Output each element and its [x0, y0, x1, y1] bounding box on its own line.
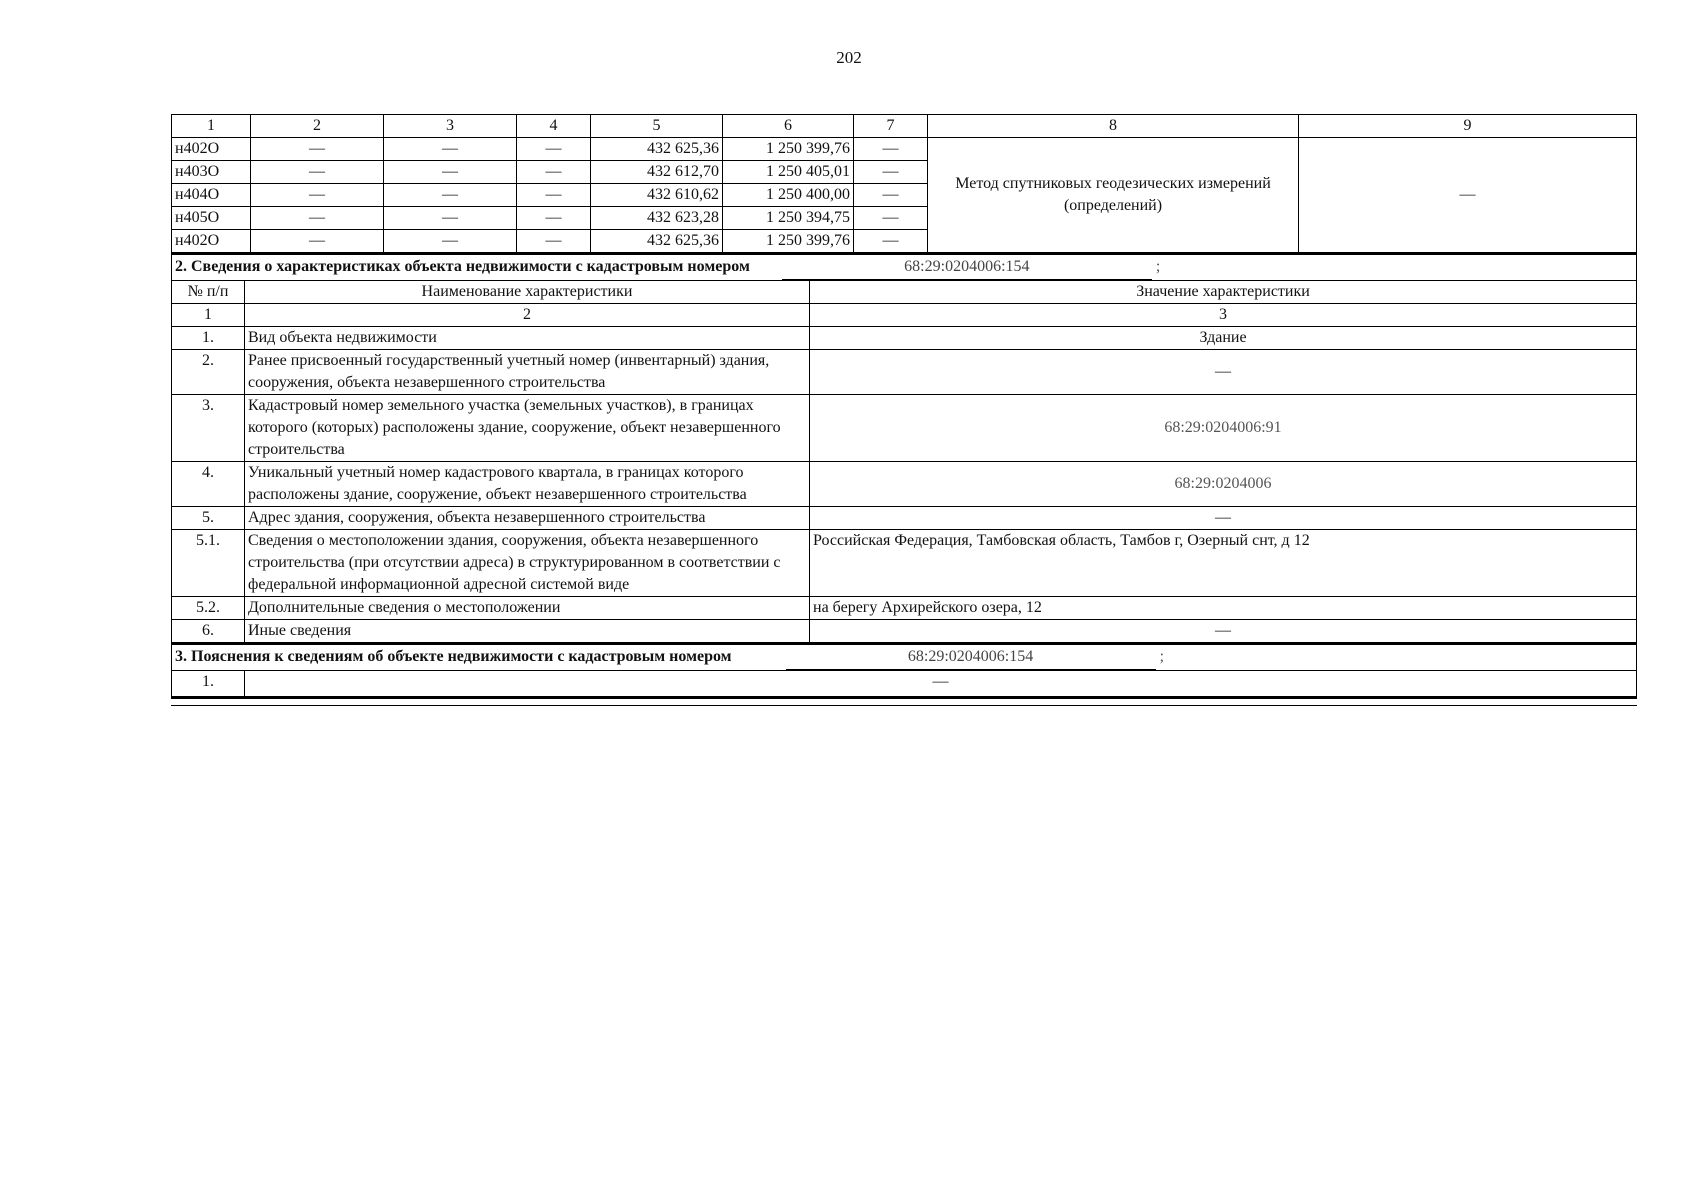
coord-x: 432 612,70 [591, 161, 723, 184]
coord-x: 432 625,36 [591, 138, 723, 161]
coord-y: 1 250 400,00 [723, 184, 854, 207]
col-header: 7 [854, 115, 928, 138]
col9-cell: — [1299, 138, 1637, 253]
col-header: 2 [251, 115, 384, 138]
characteristic-name: Ранее присвоенный государственный учетный номер (инвентарный) здания, сооружения, объекта незавершенного строительства [245, 350, 810, 395]
characteristic-value: — [810, 350, 1637, 395]
table-row [172, 507, 1637, 530]
section2-title-row [172, 254, 1637, 281]
table-row [172, 620, 1637, 643]
col-header-number: № п/п [172, 281, 245, 304]
characteristic-value: 68:29:0204006:91 [810, 395, 1637, 462]
cell-dash: — [384, 138, 517, 161]
coord-x: 432 623,28 [591, 207, 723, 230]
row-number: 5.1. [172, 530, 245, 597]
coordinates-table [171, 114, 1637, 253]
col-header: 1 [172, 115, 251, 138]
table-row [172, 462, 1637, 507]
bottom-rule [171, 697, 1637, 706]
section3-suffix: ; [1159, 648, 1165, 665]
characteristic-value: на берегу Архирейского озера, 12 [810, 597, 1637, 620]
col-header: 4 [517, 115, 591, 138]
coord-y: 1 250 405,01 [723, 161, 854, 184]
section2-suffix: ; [1155, 258, 1161, 275]
coordinate-row [172, 138, 1637, 161]
cell-dash: — [517, 230, 591, 253]
table-row [172, 671, 1637, 697]
coord-x: 432 610,62 [591, 184, 723, 207]
section3-title-row [172, 644, 1637, 671]
document-body [171, 114, 1637, 706]
section2-cadastral-number: 68:29:0204006:154 [782, 255, 1152, 280]
coord-y: 1 250 394,75 [723, 207, 854, 230]
cell-dash: — [517, 138, 591, 161]
point-id: н404О [172, 184, 251, 207]
row-number: 2. [172, 350, 245, 395]
coord-x: 432 625,36 [591, 230, 723, 253]
cell-dash: — [854, 230, 928, 253]
row-number: 1. [172, 671, 245, 697]
cell-dash: — [854, 138, 928, 161]
table-row [172, 327, 1637, 350]
cell-dash: — [251, 138, 384, 161]
section2-title: 2. Сведения о характеристиках объекта недвижимости с кадастровым номером [175, 258, 750, 275]
table-row [172, 350, 1637, 395]
explanations-table [171, 643, 1637, 697]
cell-dash: — [517, 161, 591, 184]
cell-dash: — [517, 184, 591, 207]
cell-dash: — [251, 184, 384, 207]
cell-dash: — [384, 161, 517, 184]
index-cell: 3 [810, 304, 1637, 327]
row-number: 5. [172, 507, 245, 530]
row-number: 3. [172, 395, 245, 462]
method-cell: Метод спутниковых геодезических измерений (определений) [928, 138, 1299, 253]
table-row [172, 395, 1637, 462]
characteristic-value: — [810, 620, 1637, 643]
point-id: н403О [172, 161, 251, 184]
row-number: 4. [172, 462, 245, 507]
col-header: 8 [928, 115, 1299, 138]
cell-dash: — [517, 207, 591, 230]
col-header: 5 [591, 115, 723, 138]
coord-y: 1 250 399,76 [723, 138, 854, 161]
index-cell: 1 [172, 304, 245, 327]
row-number: 6. [172, 620, 245, 643]
table-row [172, 530, 1637, 597]
characteristic-name: Сведения о местоположении здания, сооружения, объекта незавершенного строительства (при отсутствии адреса) в структурированном в соответствии с федеральной информационной адресной системой виде [245, 530, 810, 597]
characteristic-name: Уникальный учетный номер кадастрового квартала, в границах которого расположены здание, сооружение, объект незавершенного строительства [245, 462, 810, 507]
characteristic-name: Вид объекта недвижимости [245, 327, 810, 350]
col-header-value: Значение характеристики [810, 281, 1637, 304]
characteristics-header-row [172, 281, 1637, 304]
row-number: 5.2. [172, 597, 245, 620]
cell-dash: — [854, 184, 928, 207]
point-id: н402О [172, 230, 251, 253]
section3-cadastral-number: 68:29:0204006:154 [786, 645, 1156, 670]
characteristic-name: Иные сведения [245, 620, 810, 643]
index-cell: 2 [245, 304, 810, 327]
coordinates-header-row [172, 115, 1637, 138]
characteristic-value: Российская Федерация, Тамбовская область, Тамбов г, Озерный снт, д 12 [810, 530, 1637, 597]
cell-dash: — [384, 184, 517, 207]
section3-title: 3. Пояснения к сведениям об объекте недвижимости с кадастровым номером [175, 648, 732, 665]
page-number: 202 [836, 48, 862, 67]
cell-dash: — [854, 161, 928, 184]
col-header: 6 [723, 115, 854, 138]
cell-dash: — [251, 161, 384, 184]
characteristic-value: Здание [810, 327, 1637, 350]
table-row [172, 597, 1637, 620]
explanation-value: — [245, 671, 1637, 697]
characteristic-value: — [810, 507, 1637, 530]
col-header: 3 [384, 115, 517, 138]
characteristic-name: Дополнительные сведения о местоположении [245, 597, 810, 620]
cell-dash: — [251, 207, 384, 230]
col-header: 9 [1299, 115, 1637, 138]
point-id: н405О [172, 207, 251, 230]
cell-dash: — [251, 230, 384, 253]
cell-dash: — [384, 207, 517, 230]
point-id: н402О [172, 138, 251, 161]
coord-y: 1 250 399,76 [723, 230, 854, 253]
cell-dash: — [854, 207, 928, 230]
characteristic-name: Адрес здания, сооружения, объекта незавершенного строительства [245, 507, 810, 530]
characteristics-table [171, 253, 1637, 643]
row-number: 1. [172, 327, 245, 350]
characteristics-index-row [172, 304, 1637, 327]
characteristic-name: Кадастровый номер земельного участка (земельных участков), в границах которого (которых) расположены здание, сооружение, объект незавершенного строительства [245, 395, 810, 462]
col-header-name: Наименование характеристики [245, 281, 810, 304]
characteristic-value: 68:29:0204006 [810, 462, 1637, 507]
cell-dash: — [384, 230, 517, 253]
